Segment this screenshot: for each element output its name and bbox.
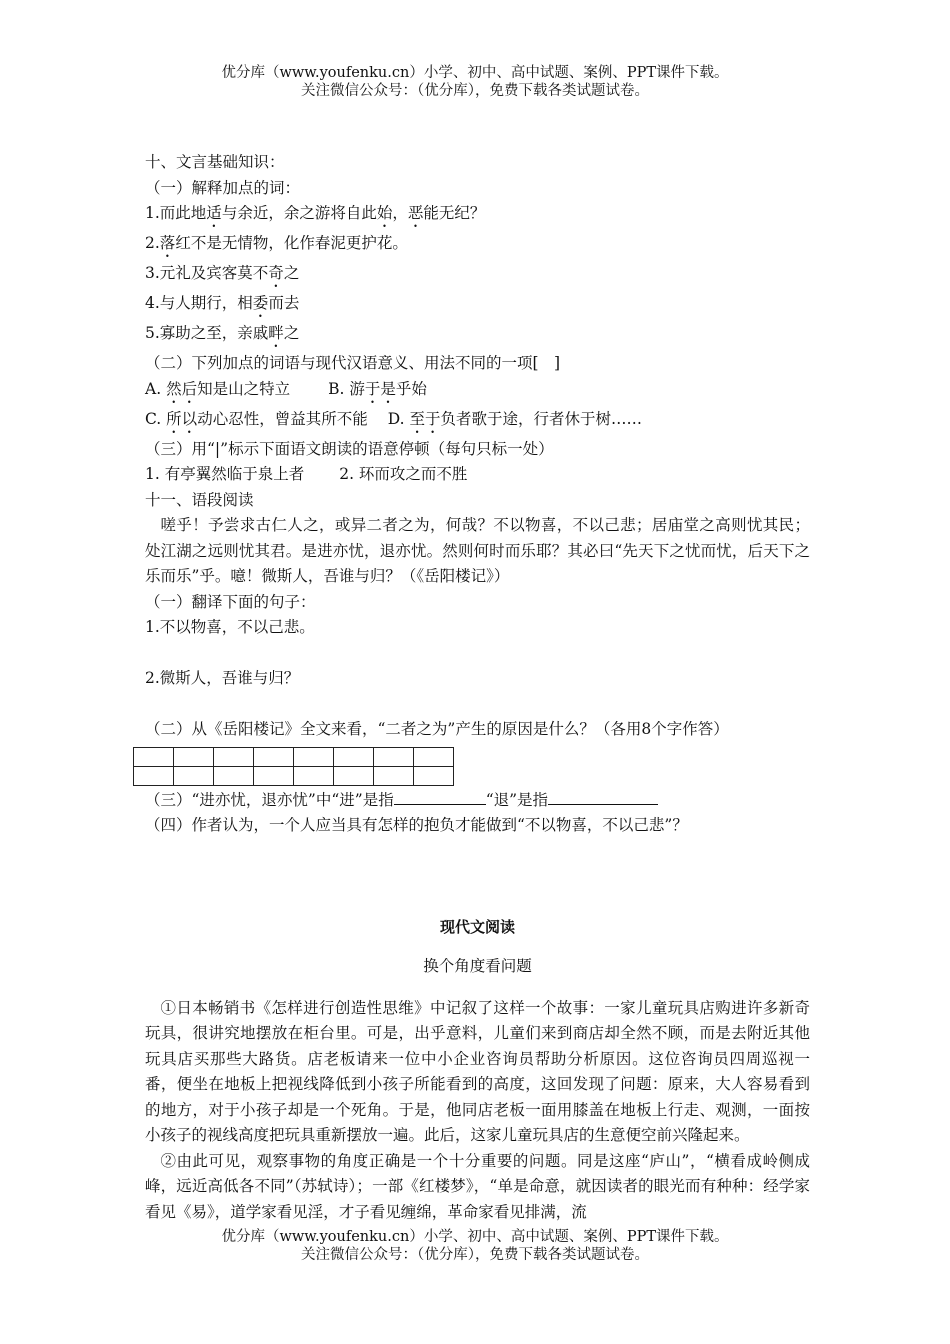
- footer-line-2: 关注微信公众号：（优分库），免费下载各类试题试卷。: [301, 1247, 649, 1263]
- dotted-word: 奇: [268, 264, 284, 282]
- passage: 嗟乎！予尝求古仁人之，或异二者之为，何哉？不以物喜，不以己悲；居庙堂之高则忧其民；处江湖之远则忧其君。是进亦忧，退亦忧。然则何时而乐耶？其必曰“先天下之忧而忧，后天下之乐而乐”乎。噫！微斯人，吾谁与归？（《岳阳楼记》）: [145, 516, 810, 585]
- page-footer: [0, 1228, 950, 1264]
- answer-grid-row: [134, 766, 454, 785]
- header-line-2: 关注微信公众号：（优分库），免费下载各类试题试卷。: [301, 83, 649, 99]
- question-4: 4.与人期行，相委而去: [145, 294, 300, 312]
- answer-cell[interactable]: [134, 747, 174, 766]
- dotted-word: 落: [159, 234, 176, 252]
- article-paragraph-1: ①日本畅销书《怎样进行创造性思维》中记叙了这样一个故事：一家儿童玩具店购进许多新奇玩具，很讲究地摆放在柜台里。可是，出乎意料，儿童们来到商店却全然不顾，而是去附近其他玩具店买那些大路货。店老板请来一位中小企业咨询员帮助分析原因。这位咨询员四周巡视一番，便坐在地板上把视线降低到小孩子所能看到的高度，这回发现了问题：原来，大人容易看到的地方，对于小孩子却是一个死角。于是，他同店老板一面用膝盖在地板上行走、观测，一面按小孩子的视线高度把玩具重新摆放一遍。此后，这家儿童玩具店的生意便空前兴隆起来。: [145, 998, 810, 1144]
- answer-cell[interactable]: [214, 766, 254, 785]
- answer-grid-row: [134, 747, 454, 766]
- pause-item-1: 1. 有亭翼然临于泉上者: [145, 465, 305, 483]
- answer-grid: [133, 747, 454, 786]
- translate-heading: （一）翻译下面的句子：: [145, 592, 316, 611]
- pause-items: [145, 462, 810, 488]
- answer-cell[interactable]: [214, 747, 254, 766]
- dotted-word: 畔: [268, 324, 284, 342]
- translate-q2: 2.微斯人，吾谁与归？: [145, 669, 300, 687]
- question-2: 2.落红不是无情物，化作春泥更护花。: [145, 234, 408, 252]
- answer-cell[interactable]: [374, 766, 414, 785]
- pause-item-2: 2. 环而攻之而不胜: [339, 465, 468, 483]
- article-title: 换个角度看问题: [423, 957, 532, 975]
- option-a: A. 然后知是山之特立: [145, 379, 291, 398]
- section10-title: 十、文言基础知识：: [145, 153, 285, 171]
- options-cd: [145, 407, 810, 437]
- footer-line-1: 优分库（www.youfenku.cn）小学、初中、高中试题、案例、PPT课件下载。: [221, 1229, 729, 1245]
- part2-heading: （二）下列加点的词语与现代汉语意义、用法不同的一项[ ]: [145, 354, 561, 372]
- answer-cell[interactable]: [294, 766, 334, 785]
- dotted-word: 恶: [407, 204, 424, 222]
- answer-cell[interactable]: [334, 766, 374, 785]
- answer-cell[interactable]: [134, 766, 174, 785]
- reason-heading: （二）从《岳阳楼记》全文来看，“二者之为”产生的原因是什么？（各用8个字作答）: [145, 720, 729, 738]
- question-3: 3.元礼及宾客莫不奇之: [145, 264, 300, 282]
- document-body: [145, 150, 810, 1225]
- modern-section-title: 现代文阅读: [439, 917, 515, 936]
- article-paragraph-2: ②由此可见，观察事物的角度正确是一个十分重要的问题。同是这座“庐山”，“横看成岭侧成峰，远近高低各不同”（苏轼诗）；一部《红楼梦》，“单是命意，就因读者的眼光而有种种：经学家看见《易》，道学家看见淫，才子看见缠绵，革命家看见排满，流: [145, 1151, 810, 1221]
- page-header: [0, 64, 950, 100]
- part1-heading: （一）解释加点的词：: [145, 178, 301, 197]
- answer-cell[interactable]: [334, 747, 374, 766]
- answer-space[interactable]: [145, 641, 810, 667]
- ambition-question: （四）作者认为，一个人应当具有怎样的抱负才能做到“不以物喜，不以己悲”？: [145, 816, 688, 834]
- answer-cell[interactable]: [174, 766, 214, 785]
- answer-cell[interactable]: [254, 766, 294, 785]
- answer-cell[interactable]: [294, 747, 334, 766]
- dotted-word: 委: [252, 294, 269, 312]
- section11-title: 十一、语段阅读: [145, 490, 254, 509]
- answer-cell[interactable]: [174, 747, 214, 766]
- option-d: D. 至于负者歌于途，行者休于树……: [387, 409, 642, 428]
- answer-cell[interactable]: [374, 747, 414, 766]
- answer-space[interactable]: [145, 692, 810, 718]
- option-c: C. 所以动心忍性，曾益其所不能: [145, 409, 368, 428]
- dotted-word: 始: [376, 204, 393, 222]
- options-ab: [145, 377, 810, 407]
- question-5: 5.寡助之至，亲戚畔之: [145, 324, 300, 342]
- translate-q1: 1.不以物喜，不以己悲。: [145, 618, 315, 636]
- answer-cell[interactable]: [414, 747, 454, 766]
- header-line-1: 优分库（www.youfenku.cn）小学、初中、高中试题、案例、PPT课件下载。: [221, 65, 729, 81]
- dotted-word: 适: [206, 204, 222, 222]
- option-b: B. 游于是乎始: [328, 379, 427, 398]
- question-1: 1.而此地适与余近，余之游将自此始，恶能无纪？: [145, 204, 486, 222]
- jin-tui-question: （三）“进亦忧，退亦忧”中“进”是指 “退”是指: [145, 788, 810, 814]
- fill-blank[interactable]: [394, 790, 486, 805]
- answer-cell[interactable]: [254, 747, 294, 766]
- fill-blank[interactable]: [548, 790, 658, 805]
- part3-heading: （三）用“|”标示下面语文朗读的语意停顿（每句只标一处）: [145, 439, 554, 458]
- answer-cell[interactable]: [414, 766, 454, 785]
